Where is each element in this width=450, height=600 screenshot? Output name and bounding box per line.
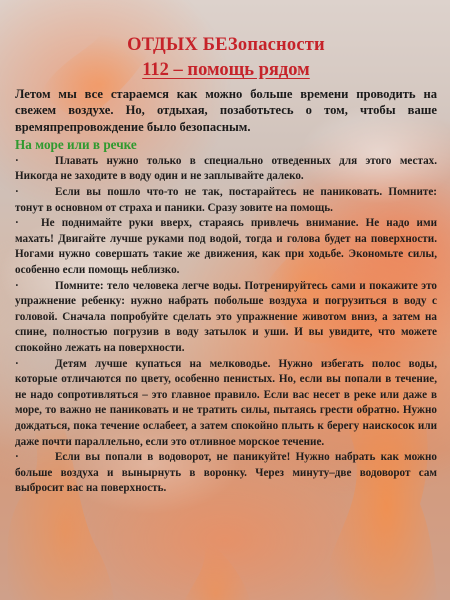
paragraph-text: Плавать нужно только в специально отведенных для этого местах. Никогда не заходите в воду один и не заплывайте далеко.	[15, 154, 437, 183]
paragraph-text: Если вы пошло что-то не так, постарайтесь не паниковать. Помните: тонут в основном от страха и паники. Сразу зовите на помощь.	[15, 186, 437, 214]
section-heading: На море или в речке	[15, 136, 137, 152]
document-page	[0, 34, 450, 497]
bullet-icon: ·	[15, 357, 19, 370]
bullet-icon: ·	[15, 217, 19, 230]
paragraph-whirlpool	[15, 450, 437, 497]
paragraph-dont-panic	[15, 185, 437, 216]
paragraph-text: Не поднимайте руки вверх, стараясь привлечь внимание. Не надо ими махать! Двигайте лучше руками под водой, тогда и голова будет на поверхности. Ногами нужно совершать такие же движения, как при ходьбе. Экономьте силы, особенно если помощь неблизко.	[15, 217, 437, 277]
paragraph-hands-down	[15, 216, 437, 278]
paragraph-text: Помните: тело человека легче воды. Потренируйтесь сами и покажите это упражнение ребенку: нужно набрать побольше воздуха и погрузиться в воду с головой. Сначала попробуйте сделать это упражнение животом вниз, а затем на спине, полностью погрузив в воду затылок и уши. И вы увидите, что можете спокойно лежать на поверхности.	[15, 279, 437, 355]
page-title: ОТДЫХ БЕЗопасности	[127, 35, 325, 55]
bullet-icon: ·	[15, 451, 19, 464]
bullet-icon: ·	[15, 154, 19, 167]
intro-paragraph: Летом мы все стараемся как можно больше времени проводить на свежем воздухе. Но, отдыхая, позаботьтесь о том, чтобы ваше времяпрепровождение было безопасным.	[15, 87, 437, 134]
bullet-icon: ·	[15, 279, 19, 292]
bullet-icon: ·	[15, 186, 19, 199]
paragraph-body-lighter	[15, 279, 437, 357]
paragraph-text: Детям лучше купаться на мелководье. Нужно избегать полос воды, которые отличаются по цвету, особенно пенистых. Но, если вы попали в течение, не надо сопротивляться – это главное правило. Если вас несет в реке или даже в море, то важно не паниковать и не тратить силы, пытаясь грести обратно. Нужно дождаться, пока течение ослабеет, а затем спокойно плыть к берегу наискосок или даже почти параллельно, если это отливное морское течение.	[15, 357, 437, 448]
page-subtitle: 112 – помощь рядом	[142, 60, 310, 80]
paragraph-swim-designated	[15, 154, 437, 185]
paragraph-currents	[15, 357, 437, 451]
paragraph-text: Если вы попали в водоворот, не паникуйте! Нужно набрать как можно больше воздуха и вынырнуть в воронку. Через минуту–две водоворот сам выбросит вас на поверхность.	[15, 451, 437, 495]
